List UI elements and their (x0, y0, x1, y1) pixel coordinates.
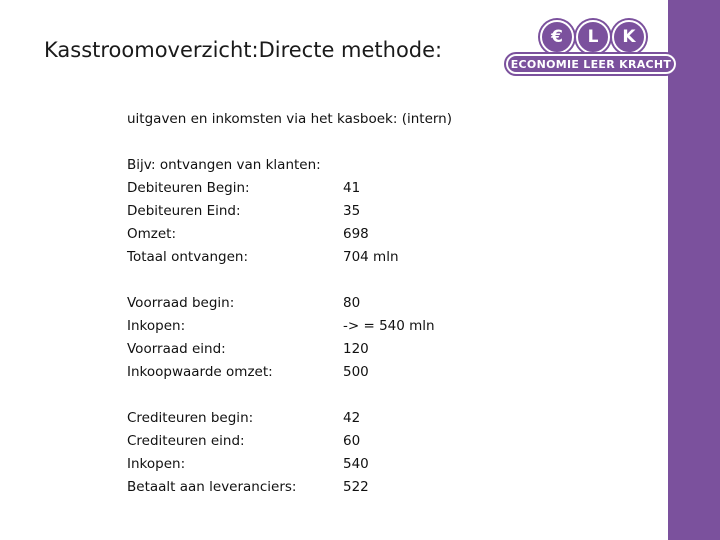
list-item (127, 180, 527, 202)
row-label: Inkopen: (127, 318, 186, 334)
row-value: 704 mln (343, 249, 399, 265)
list-item (127, 364, 527, 386)
row-value: 42 (343, 410, 361, 426)
list-item (127, 433, 527, 455)
elk-logo (500, 20, 684, 82)
row-value: 522 (343, 479, 369, 495)
row-label: Crediteuren eind: (127, 433, 245, 449)
list-item (127, 479, 527, 501)
row-label: Bijv: ontvangen van klanten: (127, 157, 321, 173)
row-label: Inkopen: (127, 456, 186, 472)
list-item (127, 456, 527, 478)
row-value: 41 (343, 180, 361, 196)
row-value: 35 (343, 203, 361, 219)
logo-k-circle: K (612, 20, 646, 54)
list-item (127, 341, 527, 363)
row-value: -> = 540 mln (343, 318, 435, 334)
row-label: Inkoopwaarde omzet: (127, 364, 273, 380)
row-value: 500 (343, 364, 369, 380)
row-label: Omzet: (127, 226, 177, 242)
logo-euro-circle: € (540, 20, 574, 54)
row-value: 80 (343, 295, 361, 311)
list-item (127, 249, 527, 271)
logo-banner-text: ECONOMIE LEER KRACHT (504, 52, 678, 76)
row-value: 60 (343, 433, 361, 449)
row-label: Debiteuren Eind: (127, 203, 241, 219)
slide-title: Kasstroomoverzicht:Directe methode: (44, 38, 443, 62)
row-value: 698 (343, 226, 369, 242)
row-label: Totaal ontvangen: (127, 249, 248, 265)
list-item (127, 157, 527, 179)
list-item (127, 226, 527, 248)
intro-text: uitgaven en inkomsten via het kasboek: (intern) (127, 111, 453, 127)
list-item (127, 203, 527, 225)
row-label: Debiteuren Begin: (127, 180, 250, 196)
row-label: Voorraad begin: (127, 295, 235, 311)
row-label: Crediteuren begin: (127, 410, 254, 426)
row-label: Voorraad eind: (127, 341, 226, 357)
list-item (127, 295, 527, 317)
row-value: 120 (343, 341, 369, 357)
list-item (127, 318, 527, 340)
row-value: 540 (343, 456, 369, 472)
logo-l-circle: L (576, 20, 610, 54)
row-label: Betaalt aan leveranciers: (127, 479, 297, 495)
list-item (127, 410, 527, 432)
